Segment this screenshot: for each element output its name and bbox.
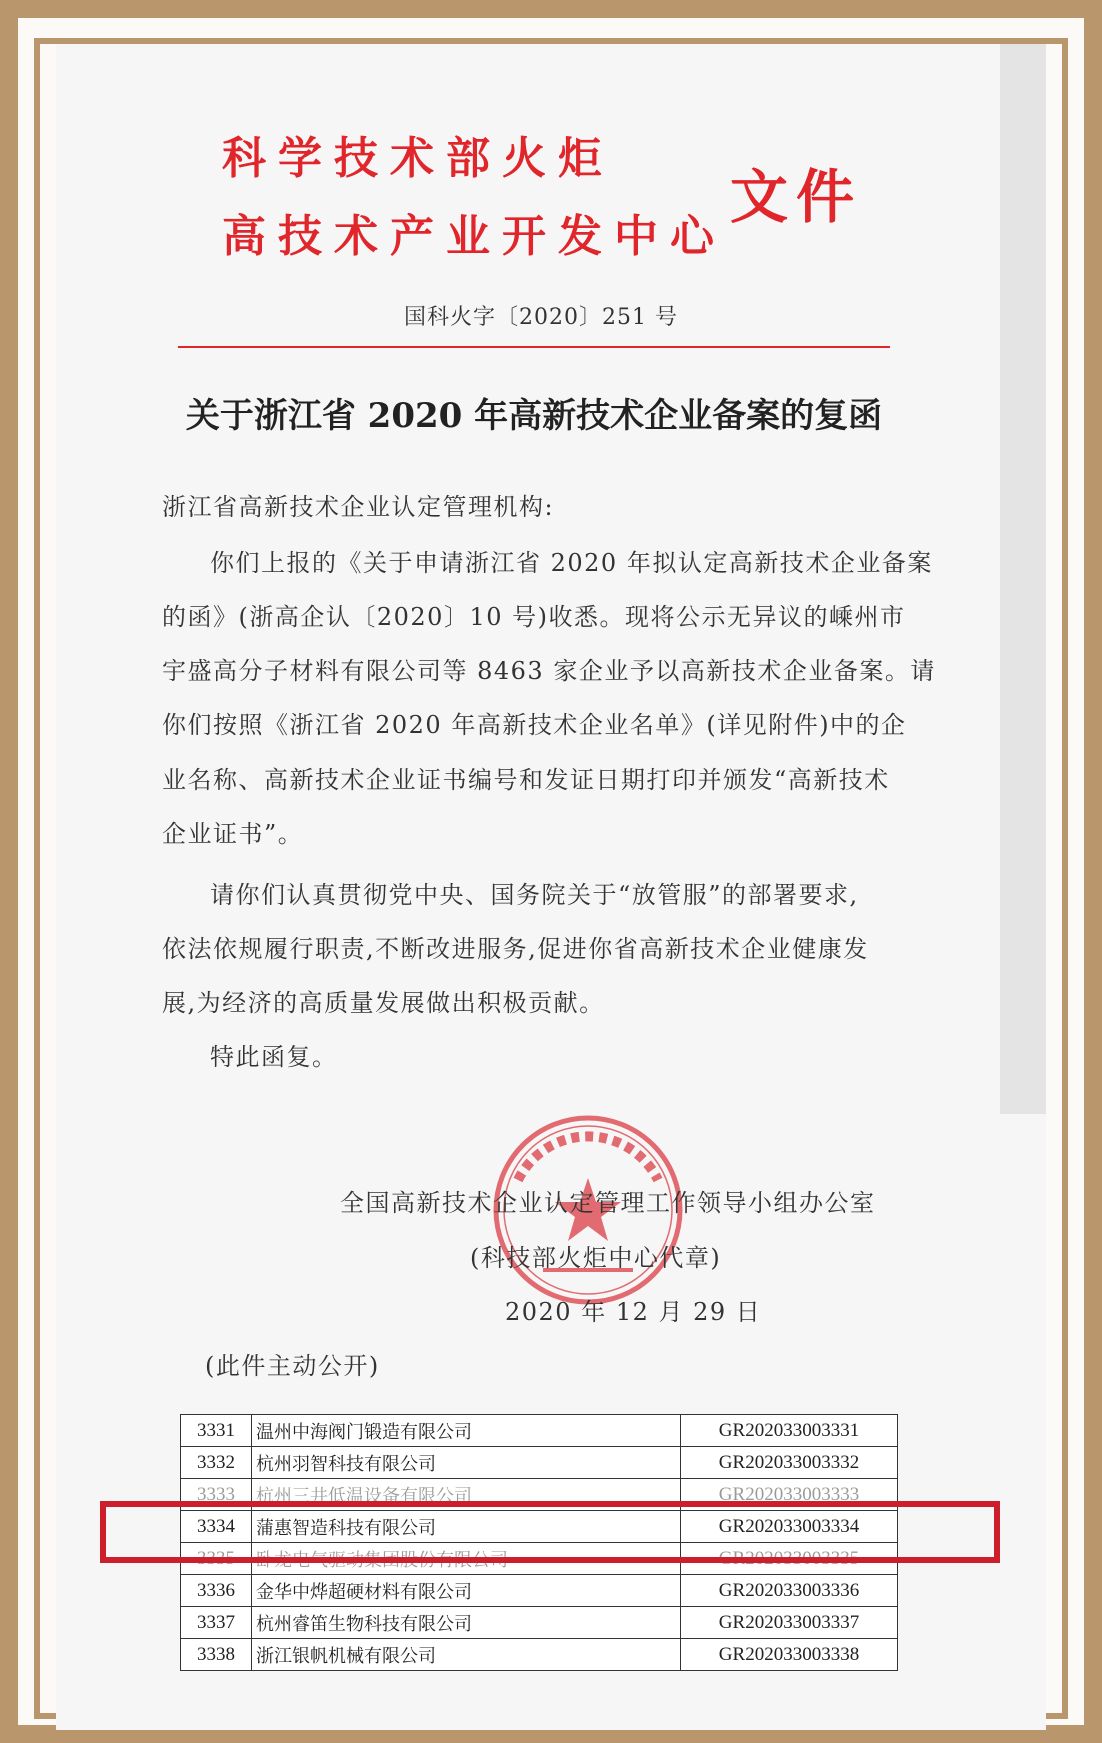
signature-office: 全国高新技术企业认定管理工作领导小组办公室 <box>340 1189 876 1217</box>
row-number: 3333 <box>181 1479 252 1511</box>
document-title: 关于浙江省 2020 年高新技术企业备案的复函 <box>185 396 883 436</box>
company-name: 杭州三井低温设备有限公司 <box>252 1479 681 1511</box>
paper-fold-edge <box>1000 44 1046 1114</box>
row-number: 3337 <box>181 1607 252 1639</box>
certificate-number: GR202033003334 <box>681 1511 898 1543</box>
signature-date: 2020 年 12 月 29 日 <box>505 1298 762 1326</box>
certificate-number: GR202033003332 <box>681 1447 898 1479</box>
paragraph-1-line-1: 你们上报的《关于申请浙江省 2020 年拟认定高新技术企业备案 <box>210 549 933 577</box>
disclosure-note: (此件主动公开) <box>205 1352 380 1380</box>
certificate-number: GR202033003335 <box>681 1543 898 1575</box>
frame-right <box>1084 0 1102 1743</box>
frame-top <box>0 0 1102 18</box>
company-name: 浙江银帆机械有限公司 <box>252 1639 681 1671</box>
salutation: 浙江省高新技术企业认定管理机构: <box>162 493 555 521</box>
certificate-number: GR202033003338 <box>681 1639 898 1671</box>
frame-left <box>0 0 18 1743</box>
row-number: 3331 <box>181 1415 252 1447</box>
company-name: 杭州羽智科技有限公司 <box>252 1447 681 1479</box>
header-agency-line-2: 高技术产业开发中心 <box>222 211 726 262</box>
red-divider <box>178 346 890 348</box>
row-number: 3338 <box>181 1639 252 1671</box>
signature-seal-note: (科技部火炬中心代章) <box>470 1244 722 1272</box>
inner-frame-left <box>34 38 40 1719</box>
company-name: 卧龙电气驱动集团股份有限公司 <box>252 1543 681 1575</box>
document-number: 国科火字〔2020〕251 号 <box>404 305 678 330</box>
paragraph-1-line-3: 宇盛高分子材料有限公司等 8463 家企业予以高新技术企业备案。请 <box>162 657 936 685</box>
header-document-label: 文件 <box>730 163 863 231</box>
highlight-box <box>100 1501 1000 1563</box>
certificate-number: GR202033003336 <box>681 1575 898 1607</box>
company-name: 蒲惠智造科技有限公司 <box>252 1511 681 1543</box>
company-name: 金华中烨超硬材料有限公司 <box>252 1575 681 1607</box>
table-row <box>181 1447 898 1479</box>
inner-frame-right <box>1062 38 1068 1719</box>
table-row <box>181 1607 898 1639</box>
certificate-number: GR202033003331 <box>681 1415 898 1447</box>
certificate-number: GR202033003337 <box>681 1607 898 1639</box>
paragraph-1-line-4: 你们按照《浙江省 2020 年高新技术企业名单》(详见附件)中的企 <box>162 711 907 739</box>
header-agency-line-1: 科学技术部火炬 <box>222 133 614 184</box>
table-row <box>181 1415 898 1447</box>
row-number: 3334 <box>181 1511 252 1543</box>
table-row <box>181 1639 898 1671</box>
paragraph-2-line-1: 请你们认真贯彻党中央、国务院关于“放管服”的部署要求, <box>210 881 859 909</box>
certificate-number: GR202033003333 <box>681 1479 898 1511</box>
row-number: 3336 <box>181 1575 252 1607</box>
paragraph-1-line-2: 的函》(浙高企认〔2020〕10 号)收悉。现将公示无异议的嵊州市 <box>162 603 906 631</box>
row-number: 3335 <box>181 1543 252 1575</box>
paragraph-1-line-6: 企业证书”。 <box>162 820 304 848</box>
company-name: 杭州睿笛生物科技有限公司 <box>252 1607 681 1639</box>
paragraph-2-line-3: 展,为经济的高质量发展做出积极贡献。 <box>162 989 605 1017</box>
paragraph-2-line-2: 依法依规履行职责,不断改进服务,促进你省高新技术企业健康发 <box>162 935 869 963</box>
company-name: 温州中海阀门锻造有限公司 <box>252 1415 681 1447</box>
closing-line: 特此函复。 <box>210 1043 338 1071</box>
table-row <box>181 1575 898 1607</box>
paragraph-1-line-5: 业名称、高新技术企业证书编号和发证日期打印并颁发“高新技术 <box>162 766 890 794</box>
row-number: 3332 <box>181 1447 252 1479</box>
